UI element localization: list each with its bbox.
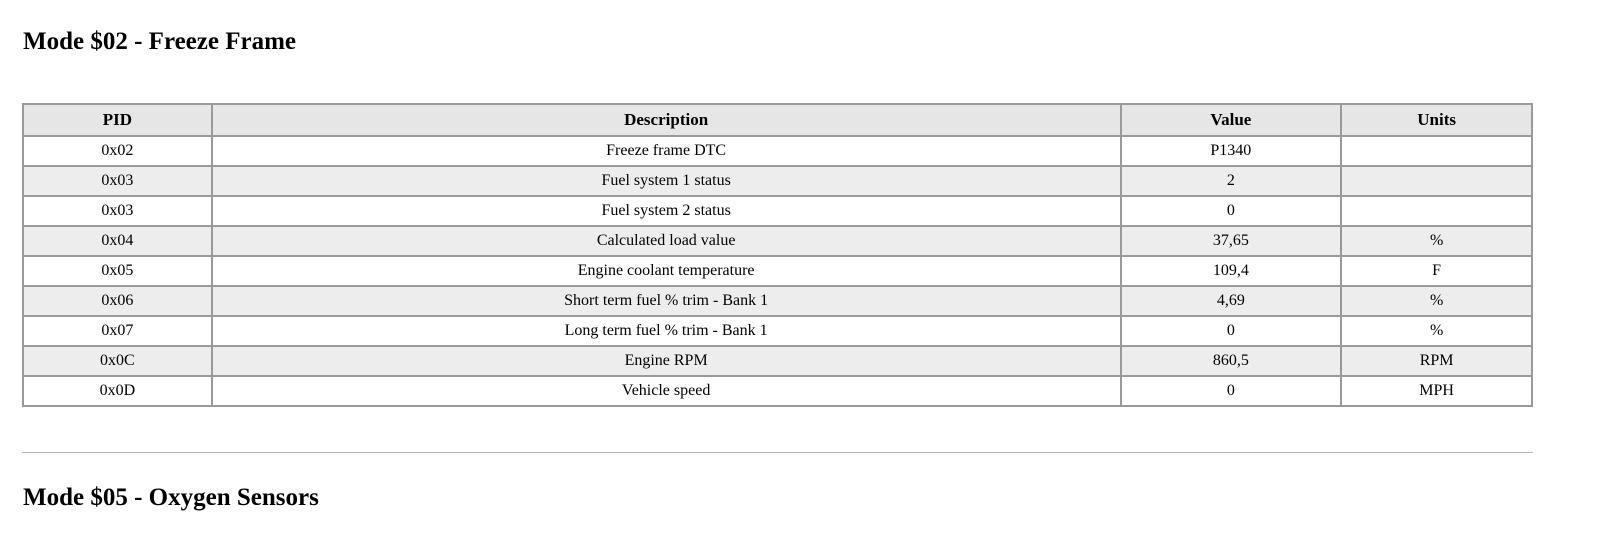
header-pid: PID — [23, 104, 212, 136]
table-row — [23, 256, 1532, 286]
cell-value: 109,4 — [1121, 256, 1342, 286]
cell-description: Freeze frame DTC — [212, 136, 1121, 166]
cell-description: Fuel system 2 status — [212, 196, 1121, 226]
cell-value: 4,69 — [1121, 286, 1342, 316]
table-row — [23, 166, 1532, 196]
table-row — [23, 136, 1532, 166]
cell-units: % — [1341, 226, 1532, 256]
header-value: Value — [1121, 104, 1342, 136]
section-divider — [22, 452, 1533, 453]
table-header-row — [23, 104, 1532, 136]
cell-pid: 0x05 — [23, 256, 212, 286]
cell-units — [1341, 166, 1532, 196]
cell-description: Engine coolant temperature — [212, 256, 1121, 286]
cell-units: RPM — [1341, 346, 1532, 376]
cell-value: P1340 — [1121, 136, 1342, 166]
cell-value: 0 — [1121, 376, 1342, 406]
cell-description: Vehicle speed — [212, 376, 1121, 406]
cell-units: F — [1341, 256, 1532, 286]
cell-value: 0 — [1121, 196, 1342, 226]
table-row — [23, 226, 1532, 256]
cell-description: Long term fuel % trim - Bank 1 — [212, 316, 1121, 346]
cell-value: 37,65 — [1121, 226, 1342, 256]
freeze-frame-table — [22, 103, 1533, 407]
table-row — [23, 196, 1532, 226]
table-row — [23, 346, 1532, 376]
header-description: Description — [212, 104, 1121, 136]
cell-pid: 0x03 — [23, 196, 212, 226]
cell-pid: 0x02 — [23, 136, 212, 166]
cell-units — [1341, 196, 1532, 226]
section-title-oxygen-sensors: Mode $05 - Oxygen Sensors — [23, 484, 319, 511]
table-row — [23, 376, 1532, 406]
cell-value: 860,5 — [1121, 346, 1342, 376]
cell-description: Calculated load value — [212, 226, 1121, 256]
table-row — [23, 286, 1532, 316]
cell-units: % — [1341, 316, 1532, 346]
cell-pid: 0x03 — [23, 166, 212, 196]
cell-description: Engine RPM — [212, 346, 1121, 376]
cell-value: 2 — [1121, 166, 1342, 196]
cell-description: Fuel system 1 status — [212, 166, 1121, 196]
cell-pid: 0x0C — [23, 346, 212, 376]
cell-pid: 0x04 — [23, 226, 212, 256]
cell-value: 0 — [1121, 316, 1342, 346]
cell-pid: 0x06 — [23, 286, 212, 316]
section-title-freeze-frame: Mode $02 - Freeze Frame — [23, 28, 297, 55]
cell-pid: 0x0D — [23, 376, 212, 406]
cell-units — [1341, 136, 1532, 166]
cell-units: % — [1341, 286, 1532, 316]
cell-units: MPH — [1341, 376, 1532, 406]
table-row — [23, 316, 1532, 346]
header-units: Units — [1341, 104, 1532, 136]
cell-pid: 0x07 — [23, 316, 212, 346]
cell-description: Short term fuel % trim - Bank 1 — [212, 286, 1121, 316]
